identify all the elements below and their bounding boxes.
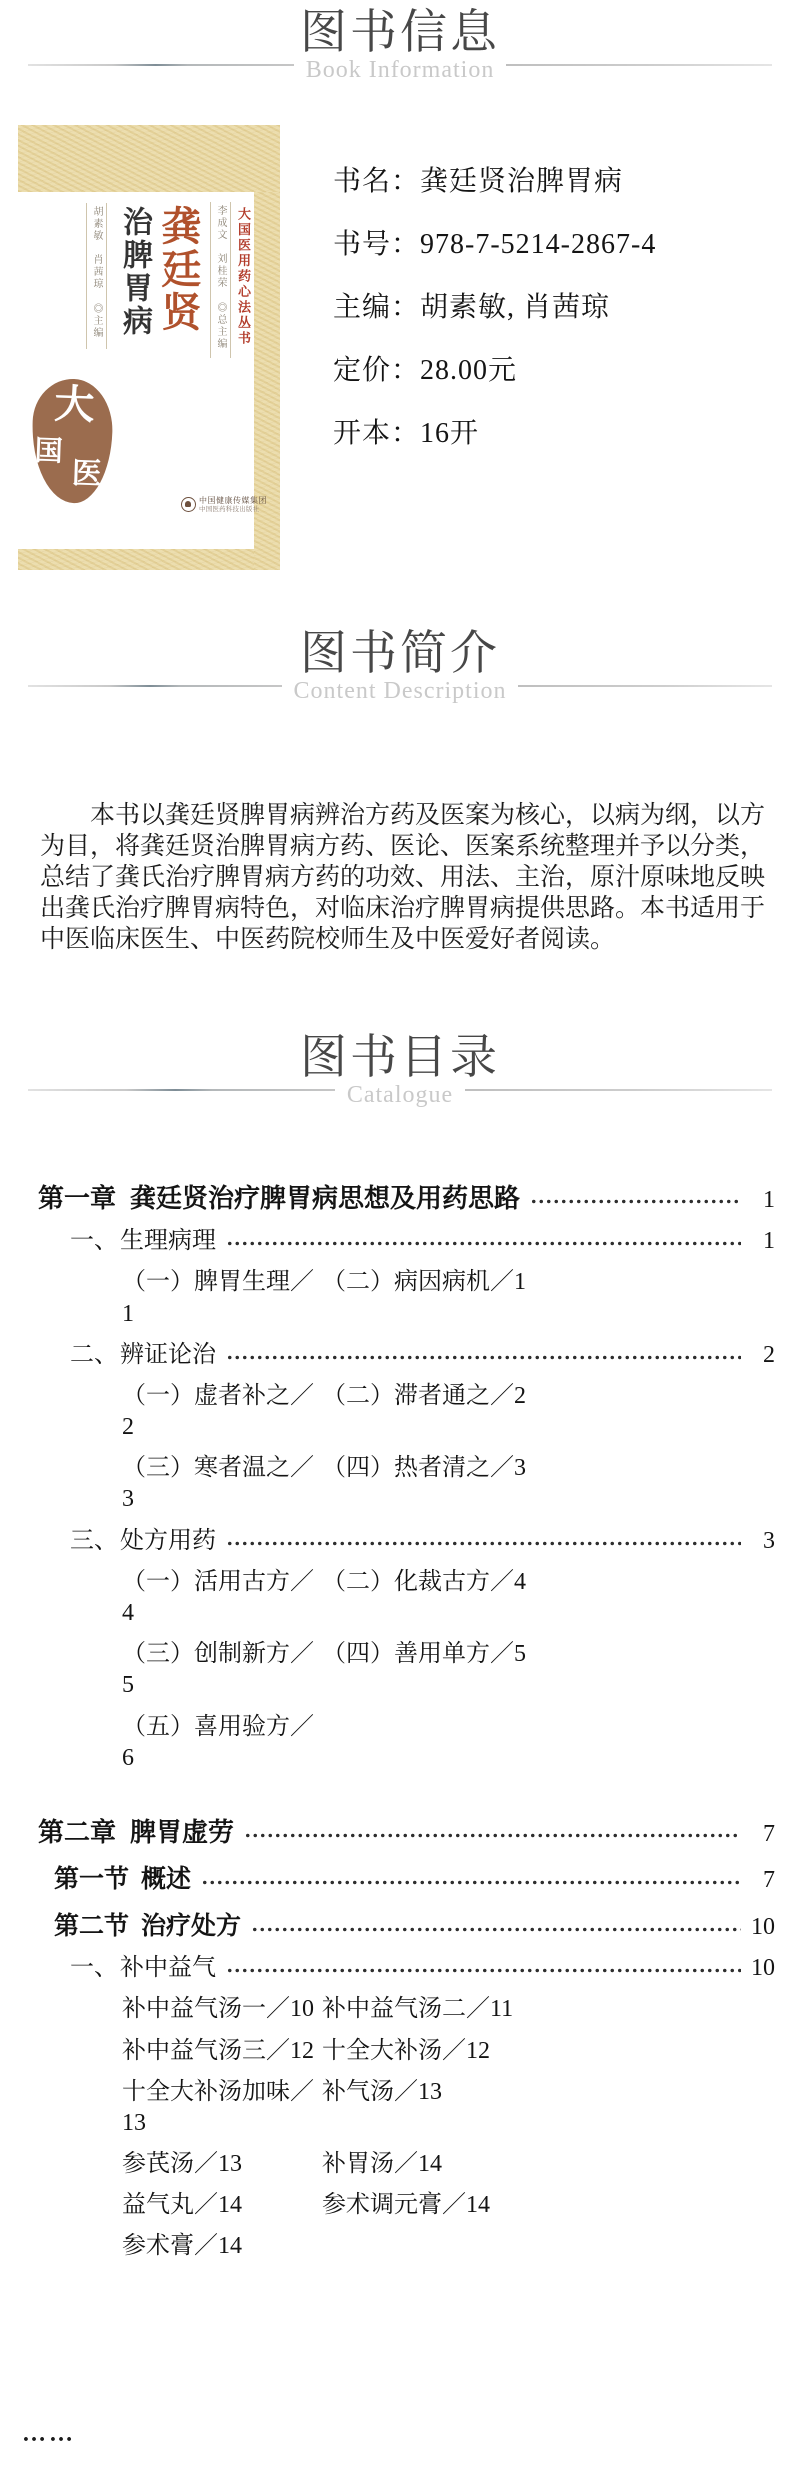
publisher-press-name: 中国医药科技出版社	[199, 505, 260, 513]
toc-pair-left: 补中益气汤三／12	[122, 2037, 314, 2064]
toc-pair-left: （一）虚者补之／2	[122, 1382, 314, 1441]
description-title: 图书简介	[300, 625, 500, 679]
detail-label: 定价：	[333, 354, 421, 386]
toc-dot-leader	[226, 1226, 741, 1257]
toc-row-item	[38, 1226, 775, 1257]
toc-pair-left: （三）创制新方／5	[122, 1641, 314, 1699]
cover-seal	[30, 378, 114, 505]
toc-page-number: 10	[751, 1913, 775, 1940]
header-rule-left	[28, 685, 282, 687]
toc-page-number: 7	[763, 1867, 775, 1894]
detail-value: 龚廷贤治脾胃病	[420, 165, 624, 197]
toc-page-number: 1	[763, 1186, 775, 1213]
toc-row-item	[38, 1526, 775, 1557]
toc-row-pair	[38, 1453, 775, 1515]
toc-page-number: 7	[763, 1820, 775, 1847]
toc-pair-right: 补中益气汤二／11	[322, 1996, 514, 2023]
toc-row-chapter	[38, 1816, 775, 1850]
toc-row-pair	[38, 1712, 775, 1774]
header-rule-right	[465, 1089, 772, 1091]
toc-pair-right: 十全大补汤／12	[322, 2037, 490, 2064]
detail-value: 978-7-5214-2867-4	[420, 228, 657, 260]
toc-pair-right: （四）热者清之／3	[322, 1455, 526, 1482]
toc-chapter-title: 龚廷贤治疗脾胃病思想及用药思路	[130, 1183, 521, 1213]
toc-dot-leader	[251, 1911, 741, 1944]
toc-pair-left: （一）脾胃生理／1	[122, 1269, 314, 1327]
description-subtitle: Content Description	[293, 678, 507, 705]
detail-label: 主编：	[333, 291, 421, 323]
detail-value: 16开	[420, 417, 480, 449]
detail-row-format	[333, 411, 656, 451]
description-paragraph: 本书以龚廷贤脾胃病辨治方药及医案为核心，以病为纲，以方为目，将龚廷贤治脾胃病方药、医论、医案系统整理并予以分类，总结了龚氏治疗脾胃病方药的功效、用法、主治，原汁原味地反映出龚氏治疗脾胃病特色，对临床治疗脾胃病提供思路。本书适用于中医临床医生、中医药院校师生及中医爱好者阅读。	[40, 801, 766, 953]
toc-page-number: 2	[763, 1341, 775, 1368]
toc-row-section	[38, 1864, 775, 1897]
toc-row-pair	[38, 2149, 775, 2180]
catalogue-title: 图书目录	[300, 1029, 500, 1083]
toc-pair-right: （二）化裁古方／4	[322, 1568, 526, 1595]
toc-section-label: 第一节	[54, 1866, 130, 1894]
section-header-catalogue	[0, 1025, 800, 1110]
cover-title-sub: 治脾胃病	[118, 205, 151, 338]
cover-top-band	[18, 125, 280, 192]
detail-row-isbn	[333, 222, 656, 262]
detail-row-editors	[333, 285, 656, 325]
toc-row-chapter	[38, 1182, 775, 1216]
toc-row-pair	[38, 1567, 775, 1629]
toc-chapter-label: 第二章	[38, 1817, 117, 1847]
toc-row-pair	[38, 2036, 775, 2067]
toc-item-title: 补中益气	[120, 1955, 216, 1982]
toc-list	[38, 1182, 775, 2263]
toc-row-pair	[38, 1267, 775, 1329]
publisher-block	[181, 496, 267, 514]
publisher-logo-icon	[181, 497, 196, 512]
book-info-rule-row	[0, 56, 800, 85]
toc-item-title: 生理病理	[120, 1228, 216, 1255]
header-rule-right	[506, 64, 772, 66]
seal-char-yi: 医	[71, 457, 103, 492]
toc-pair-left: 益气丸／14	[122, 2192, 242, 2219]
header-rule-right	[518, 685, 772, 687]
header-rule-left	[28, 1089, 335, 1091]
toc-row-pair	[38, 2190, 775, 2221]
cover-title-main: 龚廷贤	[156, 204, 201, 334]
toc-item-label: 三、	[70, 1527, 118, 1554]
toc-pair-right: 补气汤／13	[322, 2078, 442, 2105]
seal-char-da: 大	[53, 381, 96, 428]
toc-dot-leader	[201, 1864, 741, 1897]
toc-page-number: 3	[763, 1527, 775, 1554]
section-header-book-info	[0, 0, 800, 85]
toc-section-label: 第二节	[54, 1912, 130, 1940]
cover-chief-editors: 胡素敏 肖茜琼 ◎主编	[86, 203, 107, 349]
toc-row-item	[38, 1953, 775, 1984]
cover-series-title: 大国医用药心法丛书	[236, 206, 251, 347]
toc-page-number: 10	[751, 1955, 775, 1982]
toc-row-pair	[38, 1381, 775, 1443]
publisher-media-group: 中国健康传媒集团	[199, 495, 267, 505]
toc-dot-leader	[530, 1182, 741, 1216]
toc-page-number: 1	[763, 1228, 775, 1255]
seal-char-guo: 国	[34, 435, 64, 468]
toc-dot-leader	[226, 1526, 741, 1557]
toc-item-title: 处方用药	[120, 1527, 216, 1554]
toc-row-pair	[38, 2231, 775, 2262]
book-cover	[0, 85, 280, 570]
publisher-name-group	[199, 496, 267, 514]
detail-row-title	[333, 159, 656, 199]
header-rule-left	[28, 64, 294, 66]
book-info-block	[0, 85, 800, 573]
catalogue-rule-row	[0, 1081, 800, 1110]
detail-label: 书号：	[333, 228, 421, 260]
description-rule-row	[0, 677, 800, 706]
toc-pair-left: 参术膏／14	[122, 2233, 242, 2260]
toc-row-pair	[38, 1994, 775, 2025]
toc-row-pair	[38, 1639, 775, 1701]
toc-pair-left: （五）喜用验方／6	[122, 1713, 314, 1771]
toc-dot-leader	[226, 1340, 741, 1371]
toc-pair-right: 补胃汤／14	[322, 2151, 442, 2178]
book-details	[333, 159, 656, 474]
book-info-title: 图书信息	[300, 5, 500, 58]
toc-section-title: 治疗处方	[141, 1912, 242, 1940]
detail-row-price	[333, 348, 656, 388]
toc-chapter-label: 第一章	[38, 1183, 117, 1213]
toc-pair-left: 补中益气汤一／10	[122, 1996, 314, 2023]
toc-section-title: 概述	[141, 1866, 192, 1894]
toc-dot-leader	[244, 1816, 741, 1850]
toc-ellipsis: ……	[22, 2420, 76, 2447]
toc-pair-left: （一）活用古方／4	[122, 1568, 314, 1627]
detail-label: 书名：	[333, 165, 421, 197]
book-info-subtitle: Book Information	[305, 57, 495, 84]
catalogue-subtitle: Catalogue	[346, 1082, 454, 1109]
toc-item-label: 二、	[70, 1341, 118, 1368]
toc-pair-left: 十全大补汤加味／13	[122, 2078, 314, 2136]
toc-item-title: 辨证论治	[120, 1341, 216, 1368]
toc-row-pair	[38, 2077, 775, 2139]
toc-pair-right: （二）病因病机／1	[322, 1269, 526, 1296]
cover-bottom-band	[18, 549, 254, 570]
toc-row-item	[38, 1340, 775, 1371]
detail-label: 开本：	[333, 417, 421, 449]
detail-value: 28.00元	[420, 354, 518, 386]
toc-dot-leader	[226, 1953, 741, 1984]
toc-pair-right: （四）善用单方／5	[322, 1641, 526, 1668]
toc-item-label: 一、	[70, 1228, 118, 1255]
toc-pair-left: （三）寒者温之／3	[122, 1455, 314, 1513]
detail-value: 胡素敏, 肖茜琼	[420, 291, 611, 323]
toc-row-section	[38, 1911, 775, 1944]
toc-chapter-title: 脾胃虚劳	[130, 1817, 235, 1847]
toc-pair-left: 参芪汤／13	[122, 2151, 242, 2178]
toc-pair-right: （二）滞者通之／2	[322, 1382, 526, 1409]
toc-pair-right: 参术调元膏／14	[322, 2192, 490, 2219]
section-header-description	[0, 621, 800, 706]
cover-general-editors: 李成文 刘桂荣 ◎总主编	[210, 202, 231, 358]
toc-item-label: 一、	[70, 1955, 118, 1982]
